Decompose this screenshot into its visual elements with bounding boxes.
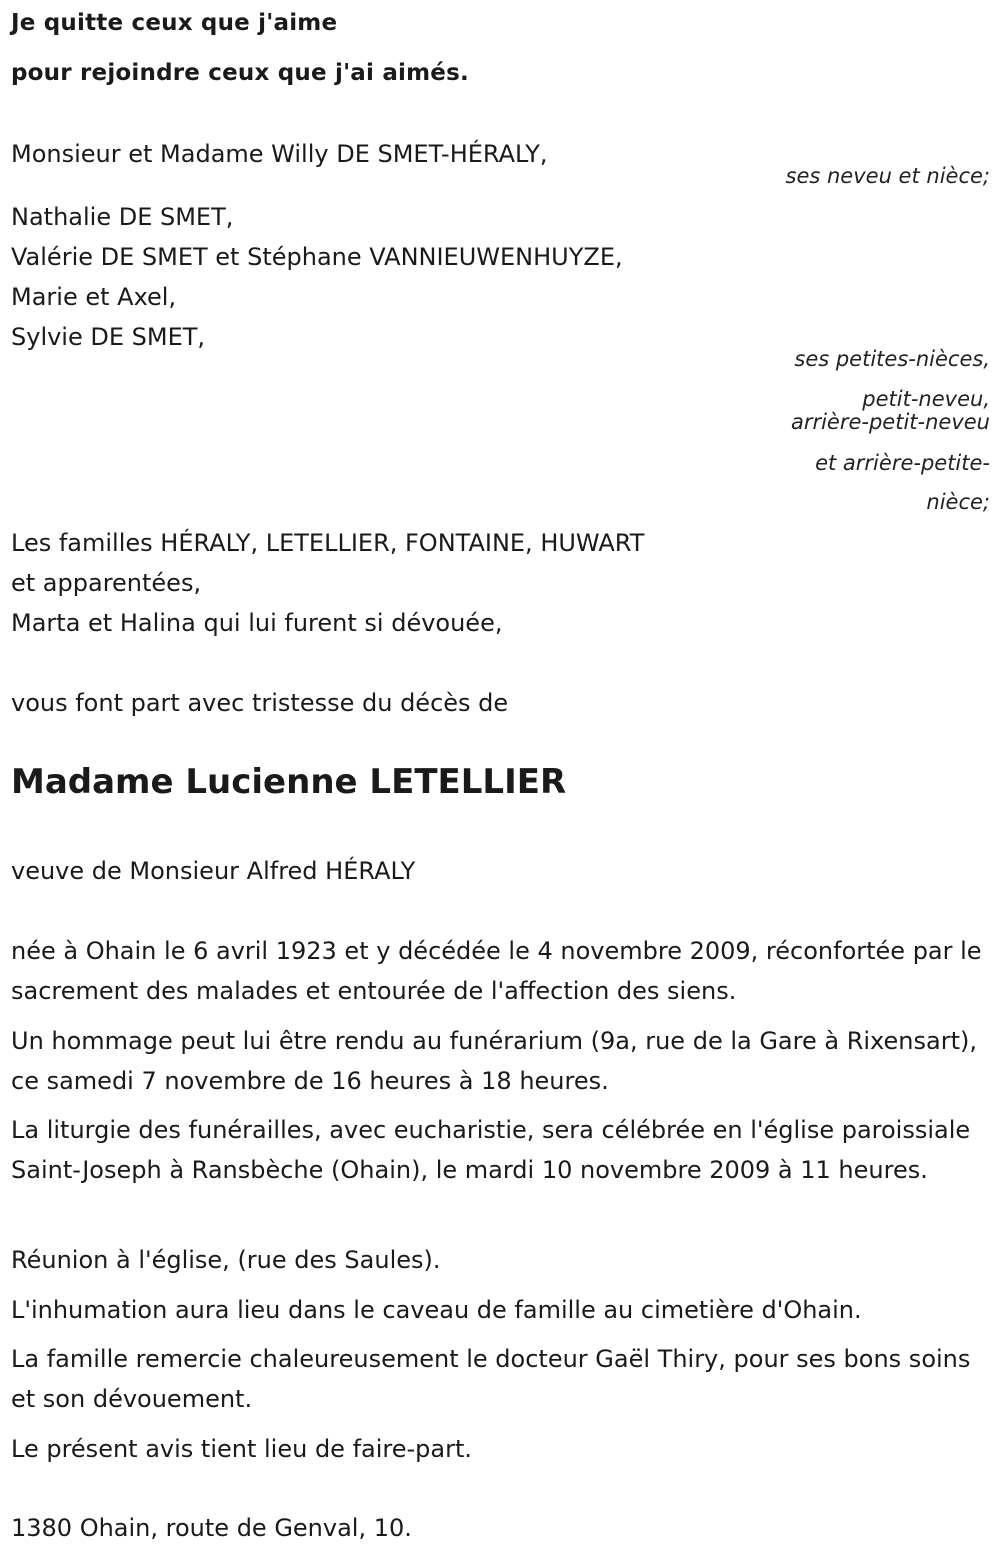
deceased-name: Madame Lucienne LETELLIER — [11, 762, 567, 802]
family-name-line: Nathalie DE SMET, — [11, 203, 234, 231]
epigraph-line-2: pour rejoindre ceux que j'ai aimés. — [11, 60, 469, 86]
family-name-line: Marta et Halina qui lui furent si dévouée, — [11, 609, 503, 637]
tribute-paragraph: Un hommage peut lui être rendu au funérarium (9a, rue de la Gare à Rixensart), ce samedi 7 novembre de 16 heures à 18 heures. — [11, 1027, 977, 1095]
family-name-line: Marie et Axel, — [11, 283, 177, 311]
address-line: 1380 Ohain, route de Genval, 10. — [11, 1514, 412, 1542]
gathering-paragraph: Réunion à l'église, (rue des Saules). — [11, 1246, 441, 1274]
burial-paragraph: L'inhumation aura lieu dans le caveau de famille au cimetière d'Ohain. — [11, 1296, 862, 1324]
birth-death-paragraph: née à Ohain le 6 avril 1923 et y décédée le 4 novembre 2009, réconfortée par le sacrement des malades et entourée de l'affection des siens. — [11, 937, 982, 1005]
family-name-line: et apparentées, — [11, 569, 202, 597]
thanks-paragraph: La famille remercie chaleureusement le docteur Gaël Thiry, pour ses bons soins et son dévouement. — [11, 1345, 971, 1413]
epigraph-line-1: Je quitte ceux que j'aime — [11, 10, 338, 36]
family-name-line: Les familles HÉRALY, LETELLIER, FONTAINE, HUWART — [11, 529, 645, 557]
funeral-paragraph: La liturgie des funérailles, avec eucharistie, sera célébrée en l'église paroissiale Saint-Joseph à Ransbèche (Ohain), le mardi 10 novembre 2009 à 11 heures. — [11, 1116, 971, 1184]
relation-label: ses petites-nièces, — [794, 347, 990, 371]
relation-label: arrière-petit-neveu — [790, 410, 990, 434]
family-name-line: Valérie DE SMET et Stéphane VANNIEUWENHUYZE, — [11, 243, 623, 271]
relation-label: petit-neveu, — [862, 387, 990, 411]
family-name-line: Monsieur et Madame Willy DE SMET-HÉRALY, — [11, 140, 548, 168]
announcement-text: vous font part avec tristesse du décès de — [11, 689, 509, 717]
relation-label: ses neveu et nièce; — [785, 164, 990, 188]
notice-paragraph: Le présent avis tient lieu de faire-part. — [11, 1435, 473, 1463]
relation-label: nièce; — [926, 490, 990, 514]
widow-of-text: veuve de Monsieur Alfred HÉRALY — [11, 857, 416, 885]
family-name-line: Sylvie DE SMET, — [11, 323, 206, 351]
relation-label: et arrière-petite- — [815, 451, 990, 475]
